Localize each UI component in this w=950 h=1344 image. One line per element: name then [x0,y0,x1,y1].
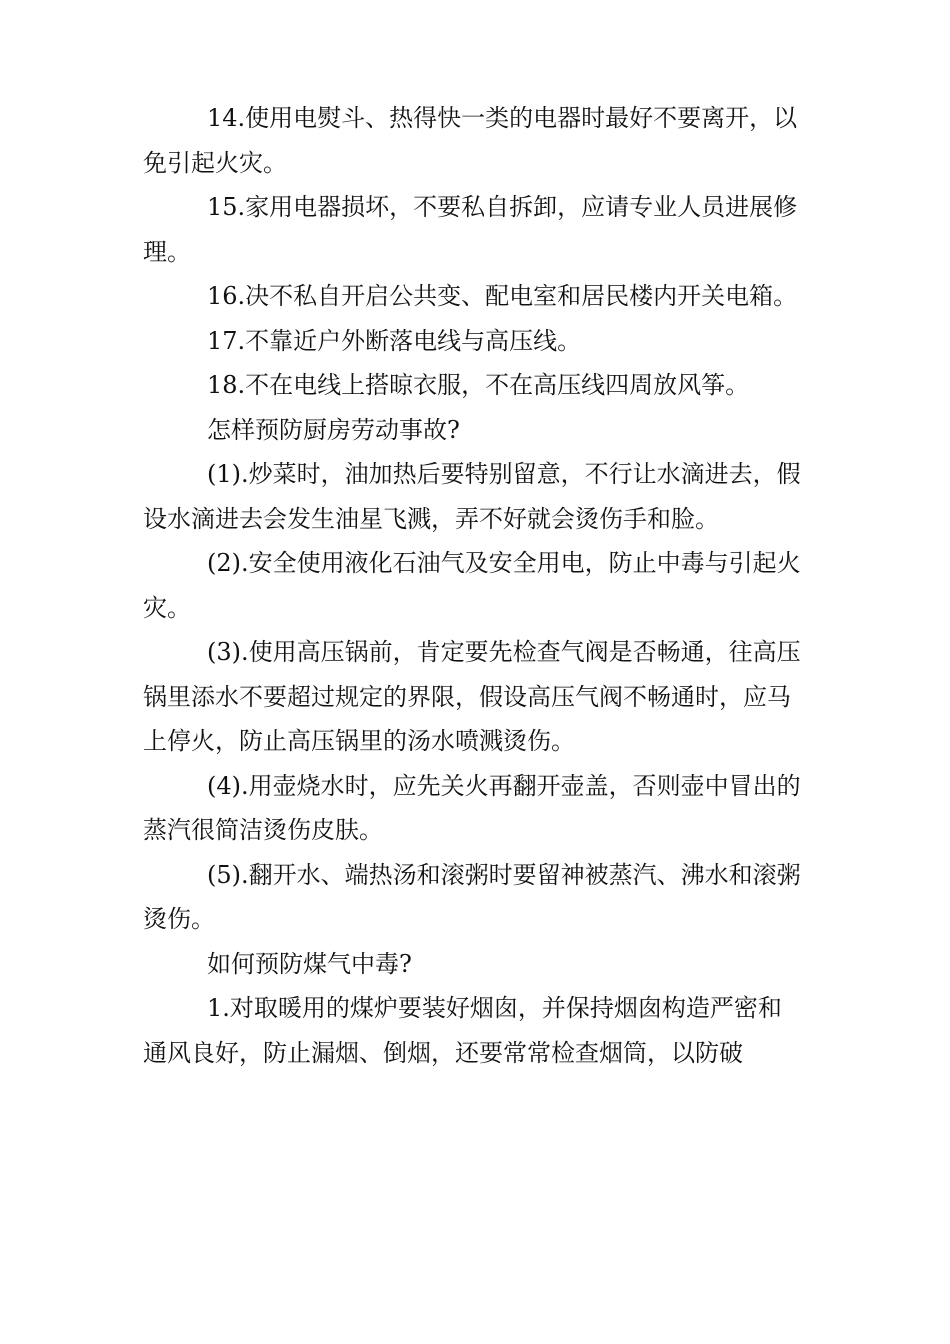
paragraph-kitchen-4: (4).用壶烧水时，应先关火再翻开壶盖，否则壶中冒出的蒸汽很简洁烫伤皮肤。 [143,771,801,844]
paragraph-kitchen-5: (5).翻开水、端热汤和滚粥时要留神被蒸汽、沸水和滚粥烫伤。 [143,860,801,933]
paragraph-item-14: 14.使用电熨斗、热得快一类的电器时最好不要离开，以免引起火灾。 [143,104,798,177]
paragraph-item-16: 16.决不私自开启公共变、配电室和居民楼内开关电箱。 [207,282,798,310]
paragraph-item-17: 17.不靠近户外断落电线与高压线。 [207,326,582,355]
paragraph-item-15: 15.家用电器损坏，不要私自拆卸，应请专业人员进展修理。 [143,193,798,266]
paragraph-item-18: 18.不在电线上搭晾衣服，不在高压线四周放风筝。 [207,371,750,399]
paragraph-gas-1: 1.对取暖用的煤炉要装好烟囱，并保持烟囱构造严密和通风良好，防止漏烟、倒烟，还要常常检查烟筒，以防破 [143,994,782,1067]
section-heading-kitchen: 怎样预防厨房劳动事故? [207,415,460,444]
document-body [143,96,803,1075]
paragraph-kitchen-1: (1).炒菜时，油加热后要特别留意，不行让水滴进去，假设水滴进去会发生油星飞溅，弄不好就会烫伤手和脸。 [143,460,801,533]
section-heading-gas: 如何预防煤气中毒? [207,949,412,978]
paragraph-kitchen-2: (2).安全使用液化石油气及安全用电，防止中毒与引起火灾。 [143,549,801,622]
paragraph-kitchen-3: (3).使用高压锅前，肯定要先检查气阀是否畅通，往高压锅里添水不要超过规定的界限，假设高压气阀不畅通时，应马上停火，防止高压锅里的汤水喷溅烫伤。 [143,638,801,755]
